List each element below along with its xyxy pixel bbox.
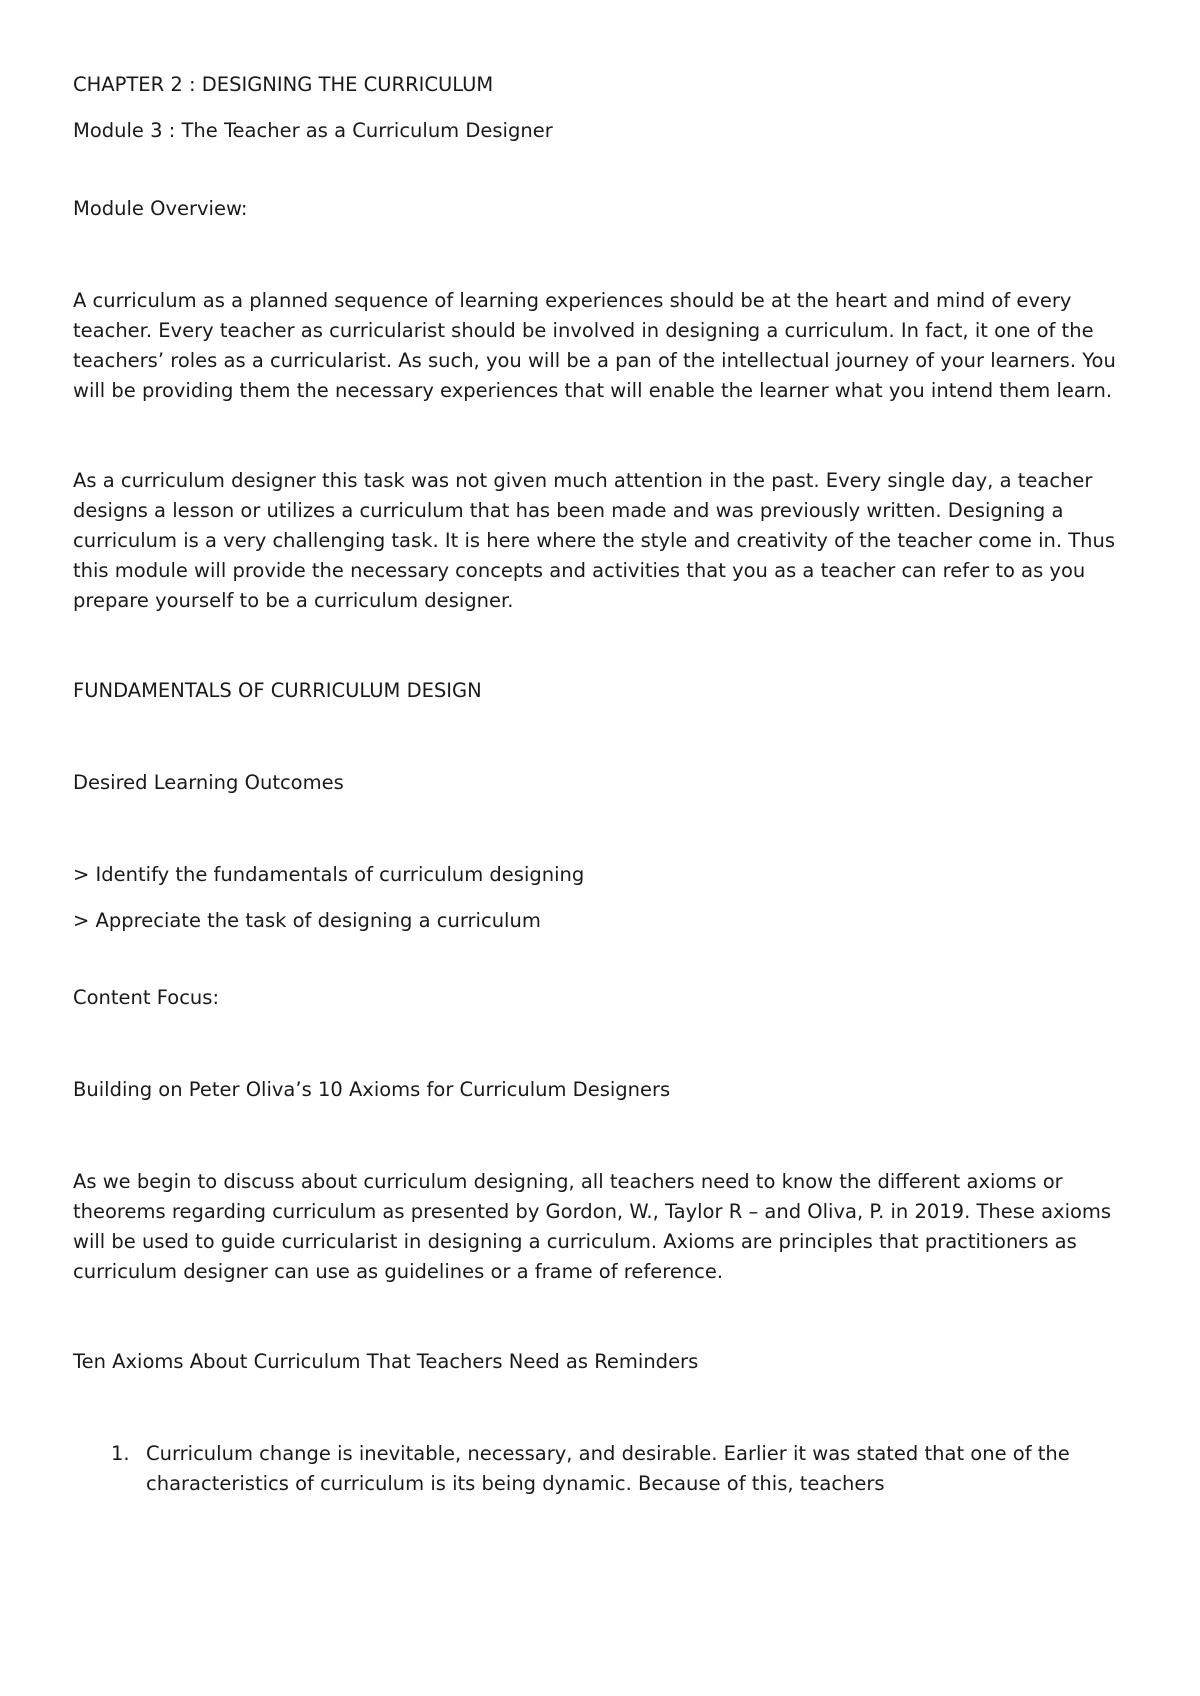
axiom-list — [73, 1439, 1133, 1499]
axiom-text: Curriculum change is inevitable, necessary, and desirable. Earlier it was stated that one of the characteristics of curriculum is its being dynamic. Because of this, teachers — [146, 1442, 1070, 1495]
content-focus-label: Content Focus: — [73, 986, 220, 1009]
axioms-paragraph: As we begin to discuss about curriculum designing, all teachers need to know the different axioms or theorems regarding curriculum as presented by Gordon, W., Taylor R – and Oliva, P. in 2019. These axioms will be used to guide curricularist in designing a curriculum. Axioms are principles that practitioners as curriculum designer can use as guidelines or a frame of reference. — [73, 1170, 1112, 1283]
axioms-heading: Building on Peter Oliva’s 10 Axioms for Curriculum Designers — [73, 1078, 671, 1101]
chapter-title: CHAPTER 2 : DESIGNING THE CURRICULUM — [73, 73, 494, 96]
outcomes-heading: Desired Learning Outcomes — [73, 771, 344, 794]
outcome-item: > Identify the fundamentals of curriculum designing — [73, 863, 585, 886]
overview-paragraph-2: As a curriculum designer this task was not given much attention in the past. Every single day, a teacher designs a lesson or utilizes a curriculum that has been made and was previously written. Designing a curriculum is a very challenging task. It is here where the style and creativity of the teacher come in. Thus this module will provide the necessary concepts and activities that you as a teacher can refer to as you prepare yourself to be a curriculum designer. — [73, 469, 1116, 612]
outcome-item: > Appreciate the task of designing a curriculum — [73, 909, 541, 932]
fundamentals-heading: FUNDAMENTALS OF CURRICULUM DESIGN — [73, 679, 482, 702]
module-title: Module 3 : The Teacher as a Curriculum Designer — [73, 119, 553, 142]
overview-paragraph-1: A curriculum as a planned sequence of learning experiences should be at the heart and mind of every teacher. Every teacher as curricularist should be involved in designing a curriculum. In fact, it one of the teachers’ roles as a curricularist. As such, you will be a pan of the intellectual journey of your learners. You will be providing them the necessary experiences that will enable the learner what you intend them learn. — [73, 289, 1116, 402]
document-page — [73, 70, 1133, 1499]
overview-label: Module Overview: — [73, 197, 248, 220]
axiom-number: 1. — [111, 1442, 130, 1465]
ten-axioms-heading: Ten Axioms About Curriculum That Teachers Need as Reminders — [73, 1350, 699, 1373]
list-item — [73, 1439, 1133, 1499]
